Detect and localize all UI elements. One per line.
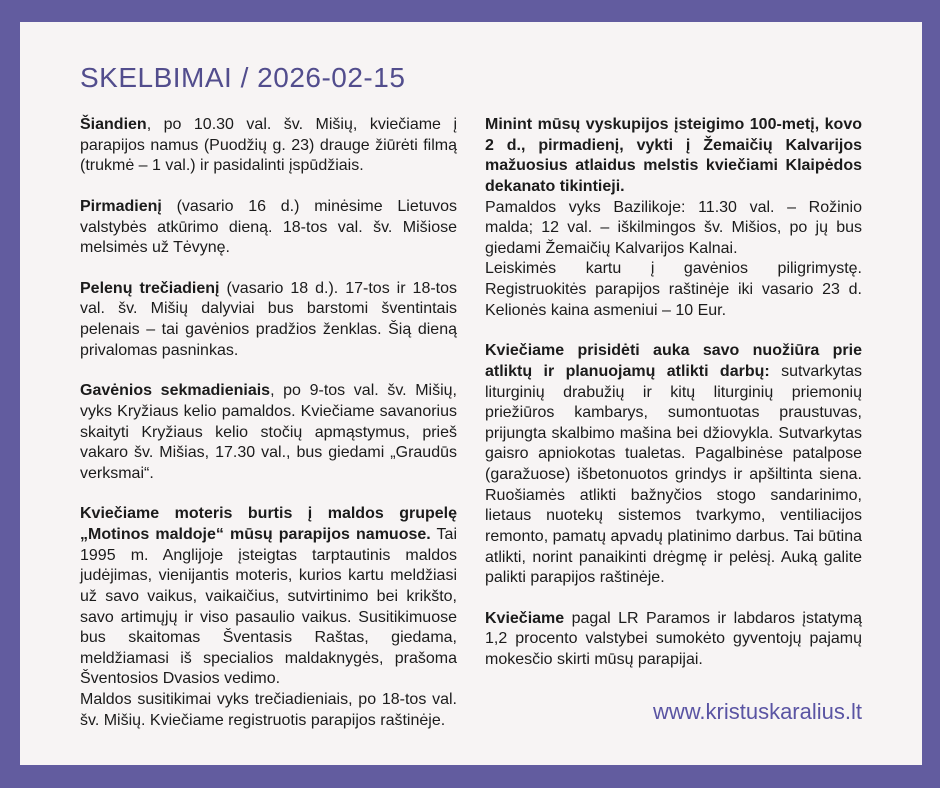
paragraph — [485, 198, 862, 260]
text-run: , po 9-tos val. šv. Mišių, vyks Kryžiaus kelio pamaldos. Kviečiame savanorius skaityti Kryžiaus kelio stočių apmąstymus, prieš vakaro šv. Mišias, 17.30 val., bus giedami „Graudūs verksmai“. — [80, 382, 458, 482]
bold-text-run: Kviečiame prisidėti auka savo nuožiūra prie atliktų ir planuojamų atlikti darbų: — [485, 342, 862, 380]
announcement-page — [20, 22, 922, 765]
bold-text-run: Pelenų trečiadienį — [80, 279, 220, 297]
two-column-layout — [80, 115, 862, 731]
page-title: SKELBIMAI / 2026-02-15 — [80, 62, 406, 93]
right-column-text — [485, 115, 862, 671]
paragraph — [485, 341, 862, 589]
text-run: (vasario 16 d.) minėsime Lietuvos valstybės atkūrimo dieną. 18-tos val. šv. Mišiose melsimės už Tėvynę. — [80, 197, 457, 257]
paragraph — [80, 279, 457, 362]
bold-text-run: Kviečiame moteris burtis į maldos grupelę „Motinos maldoje“ mūsų parapijos namuose. — [80, 505, 457, 543]
text-run: Pamaldos vyks Bazilikoje: 11.30 val. – Rožinio malda; 12 val. – iškilmingos šv. Mišios, po jų bus giedami Žemaičių Kalvarijos Kalnai. — [485, 198, 862, 257]
text-run: Maldos susitikimai vyks trečiadieniais, po 18-tos val. šv. Mišių. Kviečiame registruotis parapijos raštinėje. — [80, 691, 457, 729]
website-link[interactable]: www.kristuskaralius.lt — [652, 698, 862, 724]
left-column — [80, 115, 457, 731]
text-run: (vasario 18 d.). 17-tos ir 18-tos val. šv. Mišių dalyviai bus barstomi šventintais pelenais – tai gavėnios pradžios ženklas. Šią dieną privalomas pasninkas. — [80, 279, 458, 359]
paragraph — [80, 504, 457, 690]
paragraph — [80, 381, 457, 484]
text-run: , po 10.30 val. šv. Mišių, kviečiame į parapijos namus (Puodžių g. 23) drauge žiūrėti filmą (trukmė – 1 val.) ir pasidalinti įspūdžiais. — [80, 116, 457, 175]
right-column — [485, 115, 862, 731]
text-run: Leiskimės kartu į gavėnios piligrimystę. Registruokitės parapijos raštinėje iki vasario 23 d. Kelionės kaina asmeniui – 10 Eur. — [485, 260, 862, 319]
text-run: pagal LR Paramos ir labdaros įstatymą 1,2 procento valstybei sumokėto gyventojų pajamų mokesčio skirti mūsų parapijai. — [485, 609, 862, 668]
paragraph — [485, 115, 862, 198]
bold-text-run: Kviečiame — [485, 609, 565, 627]
left-column-text — [80, 115, 457, 731]
bold-text-run: Šiandien — [80, 116, 147, 133]
paragraph — [80, 197, 457, 259]
paragraph — [485, 609, 862, 671]
bold-text-run: Pirmadienį — [80, 197, 162, 215]
bold-text-run: Minint mūsų vyskupijos įsteigimo 100-metį, kovo 2 d., pirmadienį, vykti į Žemaičių Kalvarijos mažuosius atlaidus melstis kviečiami Klaipėdos dekanato tikintieji. — [485, 116, 862, 195]
text-run: Tai 1995 m. Anglijoje įsteigtas tarptautinis maldos judėjimas, vienijantis moteris, kurios kartu meldžiasi už savo vaikus, vaikaičius, sutvirtinimo bei krikšto, savo artimųjų ir viso pasaulio vaikus. Susitikimuose bus skaitomas Šventasis Raštas, giedama, meldžiamasi iš specialios maldaknygės, prašoma Šventosios Dvasios vedimo. — [80, 526, 457, 688]
paragraph — [80, 690, 457, 731]
paragraph — [80, 115, 457, 177]
text-run: sutvarkytas liturginių drabužių ir kitų liturginių priemonių priežiūros kambarys, sumontuotas praustuvas, prijungta skalbimo mašina bei džiovykla. Sutvarkytas gaisro apniokotas tualetas. Pagalbinėse patalpose (garažuose) išbetonuotos grindys ir apšiltinta siena. Ruošiamės atlikti bažnyčios stogo sandarinimo, lietaus nuotekų sistemos tvarkymo, ventiliacijos remonto, pamatų apvadų platinimo darbus. Tai būtina atlikti, norint panaikinti drėgmę ir pelėsį. Auką galite palikti parapijos raštinėje. — [485, 362, 863, 587]
bold-text-run: Gavėnios sekmadieniais — [80, 382, 271, 400]
paragraph — [485, 259, 862, 321]
